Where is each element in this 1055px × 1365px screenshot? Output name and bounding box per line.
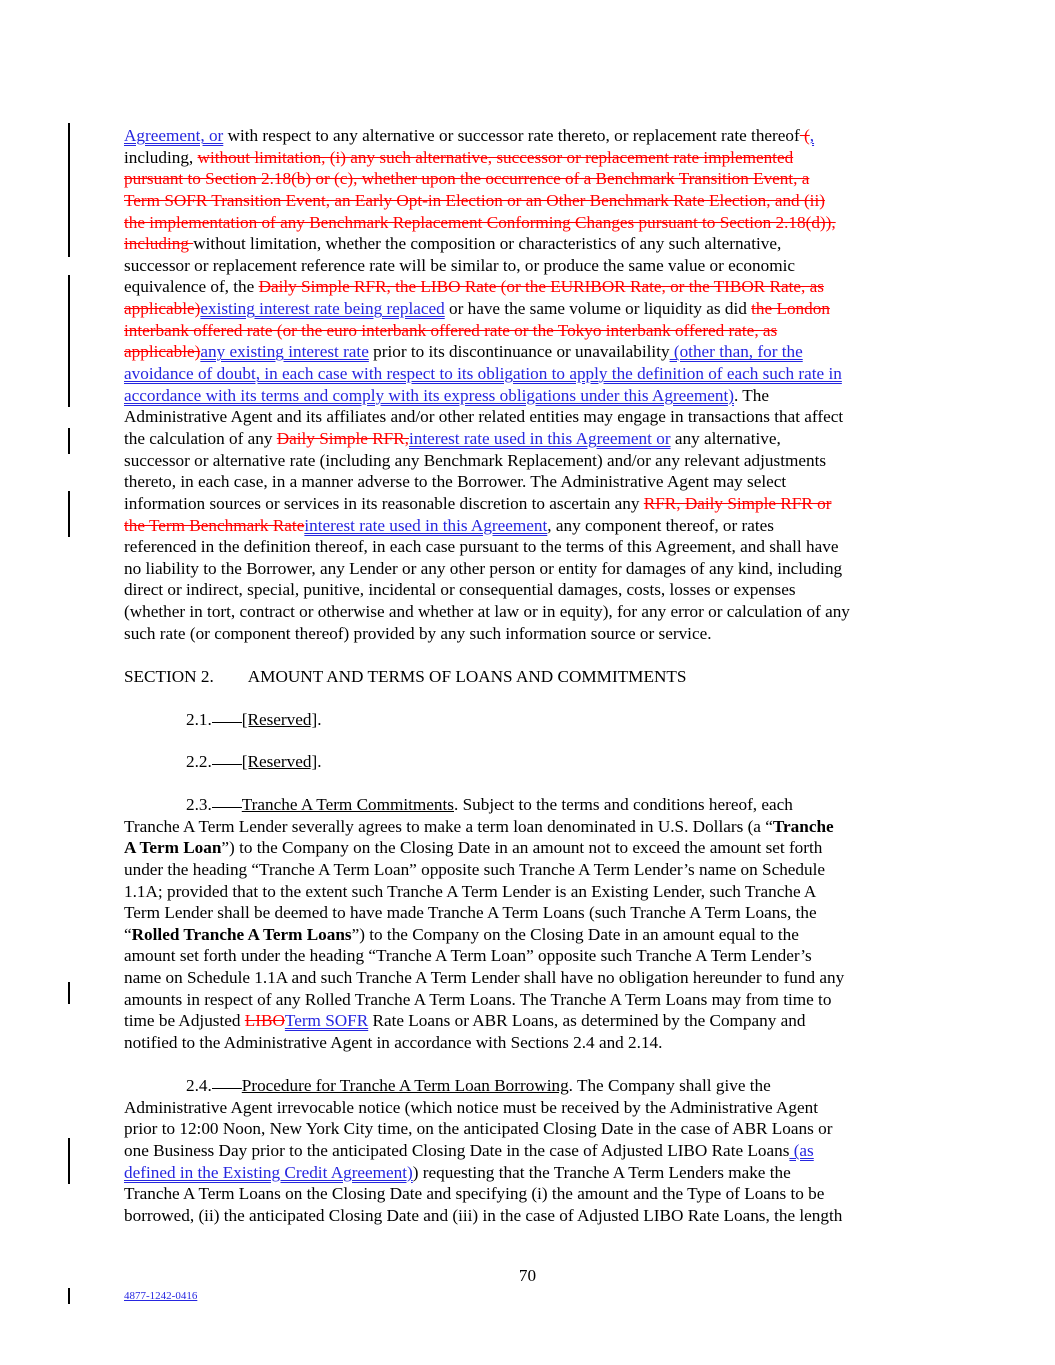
text-line: [124, 1118, 944, 1140]
text-line: [124, 945, 944, 967]
text-line: [124, 385, 944, 407]
change-bar: [68, 982, 70, 1004]
text-run: Rate Loans or ABR Loans, as determined by the Company and: [368, 1011, 806, 1031]
change-bar: [68, 1138, 70, 1184]
text-run: (whether in tort, contract or otherwise and whether at law or in equity), for any error or calculation of any: [124, 602, 850, 622]
text-line: [124, 816, 944, 838]
section-number: 2.1.: [186, 710, 212, 729]
text-run: amount set forth under the heading “Tranche A Term Loan” opposite such Tranche A Term Lender’s: [124, 946, 812, 966]
section-number: SECTION 2.: [124, 667, 214, 686]
deleted-text: the London: [751, 299, 830, 319]
text-line: [124, 1075, 944, 1097]
text-run: direct or indirect, special, punitive, incidental or consequential damages, costs, losses or expenses: [124, 580, 796, 600]
text-line: [124, 363, 944, 385]
text-line: [124, 1010, 944, 1032]
text-run: successor or replacement reference rate will be similar to, or produce the same value or economic: [124, 255, 795, 275]
text-line: [124, 406, 944, 428]
text-line: [124, 168, 944, 190]
text-run: Tranche A Term Loans on the Closing Date and specifying (i) the amount and the Type of Loans to be: [124, 1184, 825, 1204]
section-title: [Reserved]: [241, 752, 318, 771]
change-bar: [68, 1288, 70, 1304]
section-number: 2.3.: [186, 795, 212, 814]
section-title: Procedure for Tranche A Term Loan Borrowing: [241, 1076, 569, 1095]
text-run: prior to its discontinuance or unavailability: [368, 342, 670, 362]
text-run: or have the same volume or liquidity as did: [444, 299, 752, 319]
inserted-text: defined in the Existing Credit Agreement): [124, 1162, 413, 1182]
text-line: [124, 125, 944, 147]
section-heading: [124, 666, 686, 688]
deleted-text: applicable): [124, 299, 201, 319]
text-line: [124, 1183, 944, 1205]
text-line: [124, 989, 944, 1011]
deleted-text: RFR, Daily Simple RFR or: [643, 493, 832, 513]
text-line: [124, 320, 944, 342]
text-line: [124, 579, 944, 601]
text-line: [124, 1162, 944, 1184]
text-line: [124, 1140, 944, 1162]
deleted-text: the implementation of any Benchmark Replacement Conforming Changes pursuant to Section 2.18(d)),: [124, 212, 836, 232]
defined-term: Tranche: [772, 816, 834, 836]
tab-leader: [212, 763, 242, 765]
paragraph-rate-disclaimer: [124, 125, 944, 644]
text-run: ”) to the Company on the Closing Date in an amount equal to the: [351, 924, 799, 944]
document-id: 4877-1242-0416: [124, 1290, 198, 1302]
text-line: [124, 601, 944, 623]
section-number: 2.4.: [186, 1076, 212, 1095]
inserted-text: interest rate used in this Agreement: [304, 515, 548, 535]
text-line: [124, 967, 944, 989]
text-run: Tranche A Term Lender severally agrees to make a term loan denominated in U.S. Dollars (a “: [124, 816, 773, 836]
inserted-text: (other than, for the: [669, 342, 803, 362]
text-run: the calculation of any: [124, 428, 277, 448]
text-line: [124, 450, 944, 472]
text-run: . Subject to the terms and conditions hereof, each: [454, 795, 793, 814]
inserted-text: interest rate used in this Agreement or: [408, 428, 671, 448]
section-2-4: [124, 1075, 944, 1226]
text-run: thereto, in each case, in a manner adverse to the Borrower. The Administrative Agent may select: [124, 472, 787, 492]
text-line: [124, 255, 944, 277]
section-number: 2.2.: [186, 752, 212, 771]
text-run: information sources or services in its reasonable discretion to ascertain any: [124, 493, 644, 513]
text-run: referenced in the definition thereof, in each case pursuant to the terms of this Agreement, and shall have: [124, 537, 839, 557]
text-line: [124, 859, 944, 881]
text-line: [124, 924, 944, 946]
text-line: [124, 298, 944, 320]
change-bar: [68, 428, 70, 454]
deleted-text: including: [124, 234, 194, 254]
text-line: [124, 794, 944, 816]
deleted-text: Term SOFR Transition Event, an Early Opt-in Election or an Other Benchmark Rate Election, and (ii): [124, 190, 825, 210]
text-run: successor or alternative rate (including any Benchmark Replacement) and/or any relevant adjustments: [124, 450, 827, 470]
text-run: including,: [124, 147, 198, 167]
text-run: with respect to any alternative or successor rate thereto, or replacement rate thereof: [223, 126, 800, 145]
text-run: borrowed, (ii) the anticipated Closing Date and (iii) in the case of Adjusted LIBO Rate Loans, the length: [124, 1205, 843, 1225]
tab-leader: [212, 1087, 242, 1089]
text-line: [124, 1097, 944, 1119]
text-line: [124, 837, 944, 859]
text-line: [124, 341, 944, 363]
section-title: AMOUNT AND TERMS OF LOANS AND COMMITMENTS: [247, 667, 687, 686]
text-run: without limitation, whether the composition or characteristics of any such alternative,: [193, 234, 782, 254]
text-run: no liability to the Borrower, any Lender or any other person or entity for damages of any kind, including: [124, 558, 843, 578]
text-run: ) requesting that the Tranche A Term Lenders make the: [412, 1162, 791, 1182]
text-run: one Business Day prior to the anticipated Closing Date in the case of Adjusted LIBO Rate Loans: [124, 1140, 790, 1160]
text-run: “: [124, 924, 132, 944]
text-line: [124, 1032, 944, 1054]
deleted-text: Daily Simple RFR,: [276, 428, 409, 448]
inserted-text: Agreement, or: [124, 126, 224, 145]
text-run: ”) to the Company on the Closing Date in an amount not to exceed the amount set forth: [221, 838, 823, 858]
deleted-text: pursuant to Section 2.18(b) or (c), whether upon the occurrence of a Benchmark Transition Event, a: [124, 169, 810, 189]
change-bar: [68, 491, 70, 537]
text-line: [124, 471, 944, 493]
text-line: [124, 428, 944, 450]
tab-leader: [212, 806, 242, 808]
text-run: equivalence of, the: [124, 277, 259, 297]
defined-term: Rolled Tranche A Term Loans: [131, 924, 352, 944]
section-2-2: [124, 751, 944, 773]
section-title: [Reserved]: [241, 710, 318, 729]
deleted-text: interbank offered rate (or the euro interbank offered rate or the Tokyo interbank offered rate, as: [124, 320, 778, 340]
text-run: such rate (or component thereof) provided by any such information source or service.: [124, 623, 712, 643]
deleted-text: the Term Benchmark Rate: [124, 515, 305, 535]
tab-leader: [212, 721, 242, 723]
inserted-text: (as: [789, 1140, 814, 1160]
text-run: Administrative Agent and its affiliates and/or other related entities may engage in transactions that affect: [124, 407, 844, 427]
text-run: any alternative,: [670, 428, 781, 448]
inserted-text: Term SOFR: [284, 1011, 369, 1031]
text-run: , any component thereof, or rates: [547, 515, 774, 535]
text-line: [124, 536, 944, 558]
punctuation: .: [317, 710, 322, 729]
text-run: amounts in respect of any Rolled Tranche A Term Loans. The Tranche A Term Loans may from time to: [124, 989, 832, 1009]
text-run: time be Adjusted: [124, 1011, 245, 1031]
section-2-1: [124, 709, 944, 731]
deleted-text: Daily Simple RFR, the LIBO Rate (or the EURIBOR Rate, or the TIBOR Rate, as: [258, 277, 824, 297]
text-run: name on Schedule 1.1A and such Tranche A Term Lender shall have no obligation hereunder to fund any: [124, 968, 845, 988]
text-line: [124, 902, 944, 924]
punctuation: .: [317, 752, 322, 771]
text-line: [124, 233, 944, 255]
text-line: [124, 190, 944, 212]
text-line: [124, 515, 944, 537]
inserted-text: avoidance of doubt, in each case with respect to its obligation to apply the definition of each such rate in: [124, 364, 842, 384]
text-line: [124, 881, 944, 903]
deleted-text: LIBO: [244, 1011, 285, 1031]
deleted-text: applicable): [124, 342, 201, 362]
text-line: [124, 558, 944, 580]
section-title: Tranche A Term Commitments: [241, 795, 454, 814]
text-run: under the heading “Tranche A Term Loan” opposite such Tranche A Term Lender’s name on Schedule: [124, 859, 826, 879]
text-run: Term Lender shall be deemed to have made Tranche A Term Loans (such Tranche A Term Loans, the: [124, 903, 817, 923]
text-line: [124, 276, 944, 298]
deleted-text: (: [799, 126, 810, 145]
defined-term: A Term Loan: [124, 838, 222, 858]
text-run: . The Company shall give the: [568, 1076, 771, 1095]
text-run: . The: [734, 385, 770, 405]
text-run: Administrative Agent irrevocable notice (which notice must be received by the Administrative Agent: [124, 1097, 818, 1117]
text-line: [124, 147, 944, 169]
deleted-text: without limitation, (i) any such alternative, successor or replacement rate implemented: [197, 147, 794, 167]
text-line: [124, 493, 944, 515]
inserted-text: any existing interest rate: [200, 342, 369, 362]
page-number: 70: [518, 1266, 537, 1285]
inserted-text: existing interest rate being replaced: [200, 299, 445, 319]
text-line: [124, 623, 944, 645]
text-run: 1.1A; provided that to the extent such Tranche A Term Lender is an Existing Lender, such Tranche A: [124, 881, 817, 901]
text-line: [124, 212, 944, 234]
inserted-text: ,: [809, 126, 815, 145]
section-2-3: [124, 794, 944, 1054]
change-bar: [68, 123, 70, 257]
change-bar: [68, 275, 70, 407]
text-line: [124, 1205, 944, 1227]
text-run: notified to the Administrative Agent in accordance with Sections 2.4 and 2.14.: [124, 1033, 663, 1053]
text-run: prior to 12:00 Noon, New York City time, on the anticipated Closing Date in the case of ABR Loans or: [124, 1119, 833, 1139]
inserted-text: accordance with its terms and comply with its express obligations under this Agreement): [124, 385, 735, 405]
